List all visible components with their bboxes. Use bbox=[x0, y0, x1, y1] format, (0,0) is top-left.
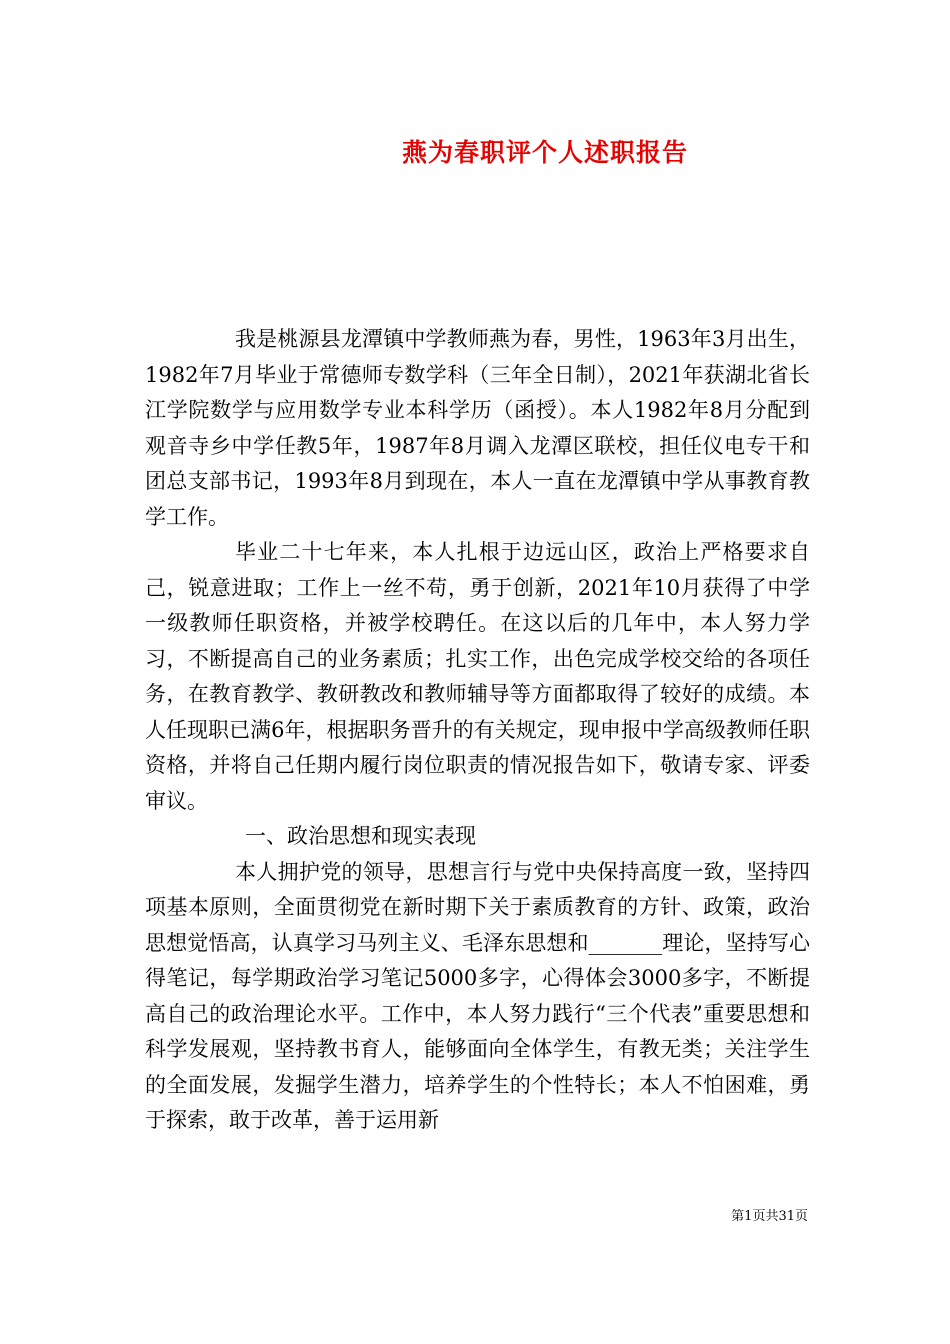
paragraph-political: 本人拥护党的领导，思想言行与党中央保持高度一致，坚持四项基本原则，全面贯彻党在新时期下关于素质教育的方针、政策，政治思想觉悟高，认真学习马列主义、毛泽东思想和_______理论，坚持写心得笔记，每学期政治学习笔记5000多字，心得体会3000多字，不断提高自己的政治理论水平。工作中，本人努力践行“三个代表”重要思想和科学发展观，坚持教书育人，能够面向全体学生，有教无类；关注学生的全面发展，发掘学生潜力，培养学生的个性特长；本人不怕困难，勇于探索，敢于改革，善于运用新 bbox=[145, 859, 810, 1132]
document-body bbox=[145, 322, 810, 1139]
page-number: 第1页共31页 bbox=[731, 1209, 808, 1224]
paragraph-intro: 我是桃源县龙潭镇中学教师燕为春，男性，1963年3月出生，1982年7月毕业于常德师专数学科（三年全日制），2021年获湖北省长江学院数学与应用数学专业本科学历（函授）。本人1982年8月分配到观音寺乡中学任教5年，1987年8月调入龙潭区联校，担任仪电专干和团总支部书记，1993年8月到现在，本人一直在龙潭镇中学从事教育教学工作。 bbox=[145, 327, 810, 529]
paragraph-summary: 毕业二十七年来，本人扎根于边远山区，政治上严格要求自己，锐意进取；工作上一丝不苟，勇于创新，2021年10月获得了中学一级教师任职资格，并被学校聘任。在这以后的几年中，本人努力学习，不断提高自己的业务素质；扎实工作，出色完成学校交给的各项任务，在教育教学、教研教改和教师辅导等方面都取得了较好的成绩。本人任现职已满6年，根据职务晋升的有关规定，现申报中学高级教师任职资格，并将自己任期内履行岗位职责的情况报告如下，敬请专家、评委审议。 bbox=[145, 540, 810, 813]
section-heading: 一、政治思想和现实表现 bbox=[245, 824, 476, 848]
document-title: 燕为春职评个人述职报告 bbox=[401, 138, 688, 167]
